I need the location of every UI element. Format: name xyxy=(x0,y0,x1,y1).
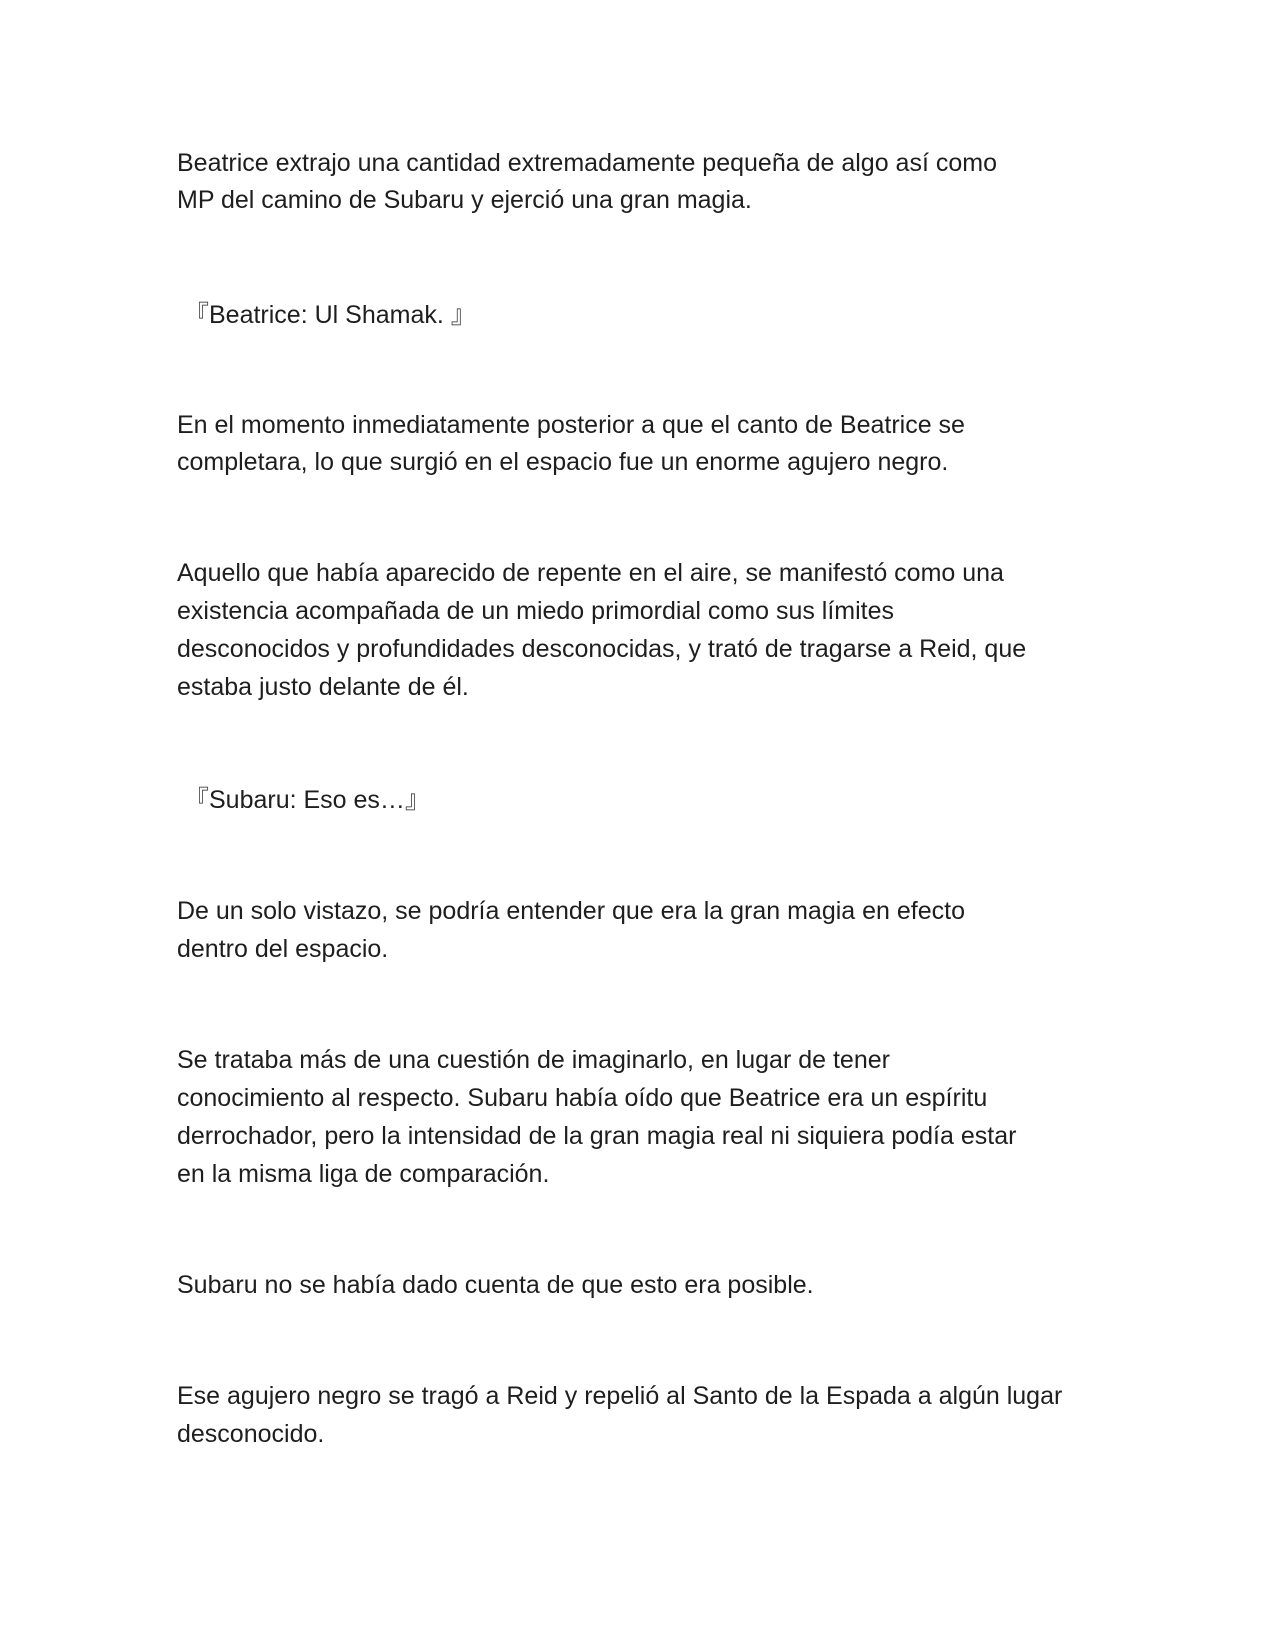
paragraph-6-line-1: De un solo vistazo, se podría entender que era la gran magia en efecto xyxy=(177,897,966,925)
paragraph-9-line-2: desconocido. xyxy=(177,1420,325,1448)
paragraph-7-line-4: en la misma liga de comparación. xyxy=(177,1160,550,1188)
paragraph-7-line-2: conocimiento al respecto. Subaru había oído que Beatrice era un espíritu xyxy=(177,1084,988,1112)
paragraph-4-line-1: Aquello que había aparecido de repente en el aire, se manifestó como una xyxy=(177,559,1004,587)
paragraph-4-line-3: desconocidos y profundidades desconocidas, y trató de tragarse a Reid, que xyxy=(177,635,1027,663)
paragraph-7-line-3: derrochador, pero la intensidad de la gran magia real ni siquiera podía estar xyxy=(177,1122,1017,1150)
paragraph-1-line-2: MP del camino de Subaru y ejerció una gran magia. xyxy=(177,186,752,214)
paragraph-3-line-2: completara, lo que surgió en el espacio fue un enorme agujero negro. xyxy=(177,448,949,476)
dialogue-beatrice: 『Beatrice: Ul Shamak. 』 xyxy=(184,301,476,329)
paragraph-3-line-1: En el momento inmediatamente posterior a que el canto de Beatrice se xyxy=(177,411,965,439)
paragraph-9-line-1: Ese agujero negro se tragó a Reid y repelió al Santo de la Espada a algún lugar xyxy=(177,1382,1063,1410)
paragraph-8-line-1: Subaru no se había dado cuenta de que esto era posible. xyxy=(177,1271,814,1299)
paragraph-7-line-1: Se trataba más de una cuestión de imaginarlo, en lugar de tener xyxy=(177,1046,890,1074)
paragraph-4-line-4: estaba justo delante de él. xyxy=(177,673,469,701)
paragraph-4-line-2: existencia acompañada de un miedo primordial como sus límites xyxy=(177,597,895,625)
paragraph-1-line-1: Beatrice extrajo una cantidad extremadamente pequeña de algo así como xyxy=(177,149,997,177)
paragraph-6-line-2: dentro del espacio. xyxy=(177,935,389,963)
dialogue-subaru: 『Subaru: Eso es…』 xyxy=(184,786,430,814)
